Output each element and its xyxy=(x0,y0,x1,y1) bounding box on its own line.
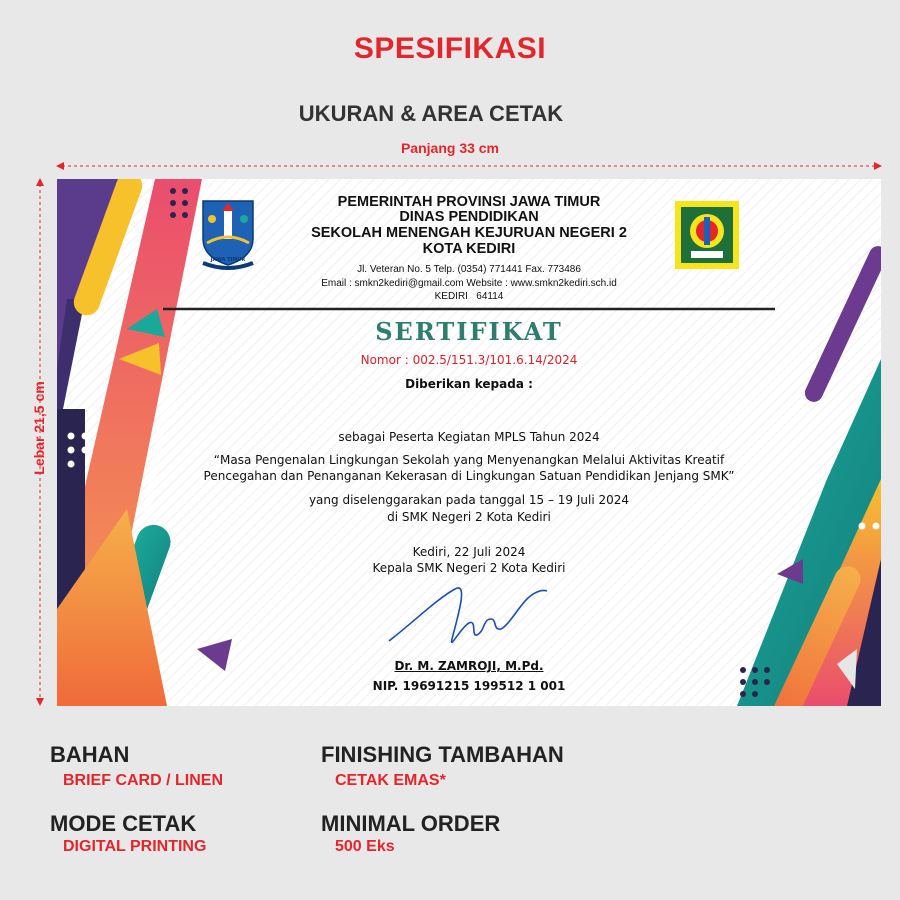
quote-line-1: “Masa Pengenalan Lingkungan Sekolah yang Menyenangkan Melalui Aktivitas Kreatif xyxy=(213,453,725,467)
certificate-title: SERTIFIKAT xyxy=(375,317,563,346)
spec-value-finishing: CETAK EMAS* xyxy=(335,772,446,789)
signer-name: Dr. M. ZAMROJI, M.Pd. xyxy=(394,659,544,673)
spec-value-min-order: 500 Eks xyxy=(335,838,395,855)
quote-line-2: Pencegahan dan Penanganan Kekerasan di Lingkungan Satuan Pendidikan Jenjang SMK” xyxy=(203,469,735,483)
jatim-emblem-text: JAWA TIMUR xyxy=(210,257,246,263)
gov-line-3: SEKOLAH MENENGAH KEJURUAN NEGERI 2 xyxy=(311,225,627,241)
gov-line-4: KOTA KEDIRI xyxy=(422,241,516,257)
spec-value-bahan: BRIEF CARD / LINEN xyxy=(63,772,223,789)
spec-value-mode: DIGITAL PRINTING xyxy=(63,838,207,855)
spec-label-finishing: FINISHING TAMBAHAN xyxy=(321,742,564,767)
spec-label-bahan: BAHAN xyxy=(50,742,130,767)
certificate-number: Nomor : 002.5/151.3/101.6.14/2024 xyxy=(360,353,578,367)
held-line: yang diselenggarakan pada tanggal 15 – 19 Juli 2024 xyxy=(308,493,630,507)
position-line: Kepala SMK Negeri 2 Kota Kediri xyxy=(372,561,566,575)
gov-line-1: PEMERINTAH PROVINSI JAWA TIMUR xyxy=(337,194,601,210)
page-subtitle: UKURAN & AREA CETAK xyxy=(298,101,564,126)
email-line: Email : smkn2kediri@gmail.com Website : www.smkn2kediri.sch.id xyxy=(321,278,617,289)
length-label: Panjang 33 cm xyxy=(400,140,500,156)
page-title: SPESIFIKASI xyxy=(353,32,547,65)
width-arrow-bottom-icon xyxy=(36,698,44,706)
width-label: Lebar 21,5 cm xyxy=(31,381,47,475)
city-line: KEDIRI 64114 xyxy=(434,291,504,302)
signer-nip: NIP. 19691215 199512 1 001 xyxy=(372,679,566,693)
place-line: di SMK Negeri 2 Kota Kediri xyxy=(387,510,551,524)
address-line: Jl. Veteran No. 5 Telp. (0354) 771441 Fax. 773486 xyxy=(357,264,581,275)
spec-label-min-order: MINIMAL ORDER xyxy=(321,811,501,836)
width-arrow-top-icon xyxy=(36,178,44,186)
given-to-label: Diberikan kepada : xyxy=(405,377,533,391)
gov-line-2: DINAS PENDIDIKAN xyxy=(399,209,539,225)
length-arrow-right-icon xyxy=(874,162,882,170)
length-arrow-left-icon xyxy=(56,162,64,170)
date-line: Kediri, 22 Juli 2024 xyxy=(412,545,526,559)
certificate-preview xyxy=(57,179,881,706)
spec-label-mode: MODE CETAK xyxy=(50,811,197,836)
participant-line: sebagai Peserta Kegiatan MPLS Tahun 2024 xyxy=(338,430,600,444)
